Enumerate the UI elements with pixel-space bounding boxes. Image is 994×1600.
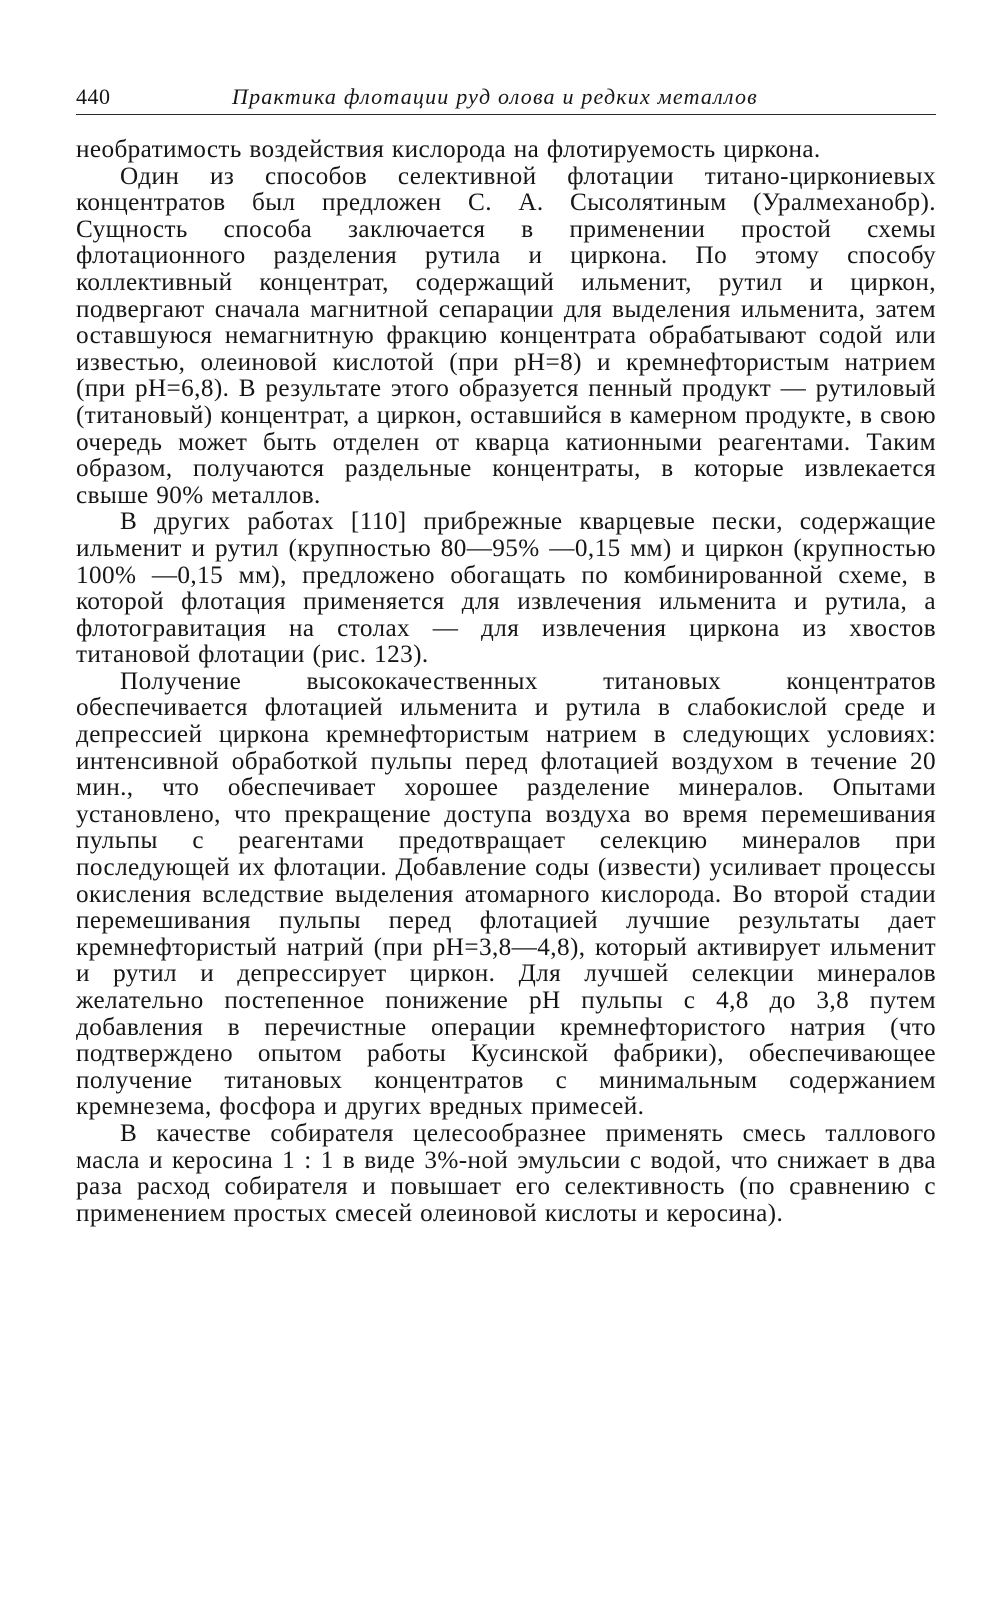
page-number: 440 — [76, 84, 111, 109]
body-text — [76, 137, 936, 1227]
book-page — [76, 80, 936, 1227]
paragraph-continuation: необратимость воздействия кислорода на флотируемость циркона. — [76, 136, 821, 163]
paragraph-coastal-sands: В других работах [110] прибрежные кварцевые пески, содержащие ильменит и рутил (крупностью 80—95% —0,15 мм) и циркон (крупностью 100% —0,15 мм), предложено обогащать по комбинированной схеме, в которой флотация применяется для извлечения ильменита и рутила, а флотогравитация на столах — для извлечения циркона из хвостов титановой флотации (рис. 123). — [76, 508, 936, 669]
paragraph-titanium-concentrates: Получение высококачественных титановых концентратов обеспечивается флотацией ильменита и рутила в слабокислой среде и депрессией циркона кремнефтористым натрием в следующих условиях: интенсивной обработкой пульпы перед флотацией воздухом в течение 20 мин., что обеспечивает хорошее разделение минералов. Опытами установлено, что прекращение доступа воздуха во время перемешивания пульпы с реагентами предотвращает селекцию минералов при последующей их флотации. Добавление соды (извести) усиливает процессы окисления вследствие выделения атомарного кислорода. Во второй стадии перемешивания пульпы перед флотацией лучшие результаты дает кремнефтористый натрий (при pH=3,8—4,8), который активирует ильменит и рутил и депрессирует циркон. Для лучшей селекции минералов желательно постепенное понижение pH пульпы с 4,8 до 3,8 путем добавления в перечистные операции кремнефтористого натрия (что подтверждено опытом работы Кусинской фабрики), обеспечивающее получение титановых концентратов с минимальным содержанием кремнезема, фосфора и других вредных примесей. — [76, 667, 936, 1121]
running-header — [76, 80, 936, 115]
running-title: Практика флотации руд олова и редких металлов — [232, 84, 758, 109]
paragraph-sysolyatin-method: Один из способов селективной флотации титано-циркониевых концентратов был предложен С. А. Сысолятиным (Уралмеханобр). Сущность способа заключается в применении простой схемы флотационного разделения рутила и циркона. По этому способу коллективный концентрат, содержащий ильменит, рутил и циркон, подвергают сначала магнитной сепарации для выделения ильменита, затем оставшуюся немагнитную фракцию концентрата обрабатывают содой или известью, олеиновой кислотой (при pH=8) и кремнефтористым натрием (при pH=6,8). В результате этого образуется пенный продукт — рутиловый (титановый) концентрат, а циркон, оставшийся в камерном продукте, в свою очередь может быть отделен от кварца катионными реагентами. Таким образом, получаются раздельные концентраты, в которые извлекается свыше 90% металлов. — [76, 162, 936, 509]
paragraph-collector: В качестве собирателя целесообразнее применять смесь таллового масла и керосина 1 : 1 в виде 3%-ной эмульсии с водой, что снижает в два раза расход собирателя и повышает его селективность (по сравнению с применением простых смесей олеиновой кислоты и керосина). — [76, 1119, 936, 1227]
